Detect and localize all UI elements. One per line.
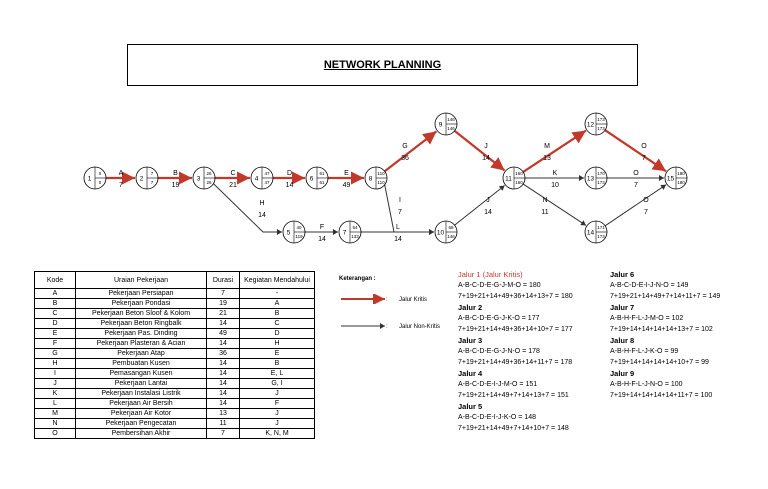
path-sum: 7+19+21+14+49+7+14+11+7 = 149 (610, 293, 721, 300)
edge-activity-label: I (399, 197, 401, 204)
node-latest: 173 (597, 234, 605, 239)
edge-activity-label: J (484, 143, 488, 150)
node-id: 2 (139, 175, 144, 183)
cell-kegiatan: D (240, 329, 315, 339)
edge-duration-label: 14 (285, 182, 294, 189)
edge-activity-label: O (643, 197, 649, 204)
edge-activity-label: D (286, 170, 293, 177)
node-5 (283, 221, 305, 243)
table-row (35, 399, 315, 409)
cell-durasi: 14 (207, 379, 240, 389)
cell-uraian: Pekerjaan Pondasi (76, 299, 207, 309)
table-row (35, 359, 315, 369)
edge-activity-label: O (641, 143, 647, 150)
cell-kegiatan: B (240, 359, 315, 369)
cell-kegiatan: E (240, 349, 315, 359)
cell-kegiatan: K, N, M (240, 429, 315, 439)
cell-kode: J (35, 379, 76, 389)
path-sequence: A-B-H-F-L-J-N-O = 100 (610, 381, 683, 388)
edge-12-15 (605, 130, 666, 171)
node-earliest: 61 (319, 171, 325, 176)
node-latest: 180 (677, 180, 685, 185)
cell-kegiatan: J (240, 389, 315, 399)
path-sequence: A-B-C-D-E-G-J-N-O = 178 (458, 348, 540, 355)
cell-durasi: 13 (207, 409, 240, 419)
path-sum: 7+19+21+14+49+36+14+13+7 = 180 (458, 293, 573, 300)
cell-kode: N (35, 419, 76, 429)
node-earliest: 146 (447, 117, 455, 122)
node-id: 13 (586, 175, 595, 183)
col-uraian: Uraian Pekerjaan (76, 272, 207, 289)
edge-11-14 (523, 184, 586, 225)
legend-critical-colon: : (386, 297, 388, 303)
legend-noncritical-label: Jalur Non-Kritis (399, 324, 441, 330)
node-earliest: 170 (597, 171, 605, 176)
path-sum: 7+19+21+14+49+7+14+10+7 = 148 (458, 425, 569, 432)
cell-kegiatan: H (240, 339, 315, 349)
path-title: Jalur 2 (458, 303, 483, 312)
cell-kegiatan: E, L (240, 369, 315, 379)
edge-activity-label: L (396, 224, 400, 231)
node-3 (193, 167, 215, 189)
edge-duration-label: 7 (644, 209, 648, 216)
table-row (35, 379, 315, 389)
edge-activity-label: F (319, 224, 325, 231)
node-latest: 173 (597, 180, 605, 185)
path-sequence: A-B-C-D-E-G-J-M-O = 180 (458, 282, 541, 289)
edge-8-10 (385, 185, 434, 232)
cell-uraian: Pekerjaan Plasteran & Acian (76, 339, 207, 349)
cell-uraian: Pekerjaan Pas. Dinding (76, 329, 207, 339)
node-earliest: 68 (448, 225, 454, 230)
path-title: Jalur 8 (610, 336, 635, 345)
node-id: 10 (436, 229, 445, 237)
col-kegiatan: Kegiatan Mendahului (240, 272, 315, 289)
edge-activity-label: N (542, 197, 548, 204)
node-4 (251, 167, 273, 189)
table-row (35, 419, 315, 429)
node-earliest: 171 (597, 225, 605, 230)
cell-uraian: Pekerjaan Atap (76, 349, 207, 359)
path-sequence: A-B-H-F-L-J-K-O = 99 (610, 348, 679, 355)
edge-duration-label: 11 (541, 209, 549, 216)
node-6 (306, 167, 328, 189)
cell-kode: K (35, 389, 76, 399)
node-latest: 110 (377, 180, 385, 185)
node-id: 3 (196, 175, 201, 183)
node-latest: 146 (447, 126, 455, 131)
node-earliest: 54 (352, 225, 358, 230)
cell-kegiatan: G, I (240, 379, 315, 389)
cell-kegiatan: - (240, 289, 315, 299)
node-id: 14 (586, 229, 595, 237)
cell-kode: L (35, 399, 76, 409)
node-7 (339, 221, 361, 243)
cell-uraian: Pembuatan Kusen (76, 359, 207, 369)
path-title: Jalur 1 (Jalur Kritis) (458, 270, 523, 279)
cell-durasi: 11 (207, 419, 240, 429)
cell-kegiatan: C (240, 319, 315, 329)
path-sequence: A-B-C-D-E-I-J-N-O = 149 (610, 282, 689, 289)
cell-uraian: Pekerjaan Air Kotor (76, 409, 207, 419)
cell-kode: G (35, 349, 76, 359)
edge-activity-label: B (173, 170, 178, 177)
path-title: Jalur 3 (458, 336, 483, 345)
cell-kode: F (35, 339, 76, 349)
paths-column-1 (458, 269, 573, 434)
node-12 (585, 113, 607, 135)
node-id: 8 (368, 175, 373, 183)
edge-activity-label: K (552, 170, 558, 177)
cell-durasi: 14 (207, 369, 240, 379)
table-row (35, 429, 315, 439)
node-id: 6 (309, 175, 314, 183)
node-id: 12 (586, 121, 595, 129)
edge-duration-label: 14 (394, 236, 402, 243)
node-id: 11 (505, 175, 512, 183)
cell-uraian: Pekerjaan Instalasi Listrik (76, 389, 207, 399)
cell-uraian: Pembersihan Akhir (76, 429, 207, 439)
node-earliest: 160 (515, 171, 523, 176)
edge-duration-label: 14 (318, 236, 326, 243)
col-durasi: Durasi (207, 272, 240, 289)
path-sum: 7+19+21+14+49+36+14+11+7 = 178 (458, 359, 573, 366)
legend-noncritical-colon: : (386, 324, 388, 330)
node-earliest: 0 (98, 171, 102, 176)
legend-title: Keterangan : (339, 276, 376, 282)
path-title: Jalur 5 (458, 402, 483, 411)
node-earliest: 173 (597, 117, 605, 122)
node-id: 9 (438, 121, 443, 129)
node-id: 4 (254, 175, 259, 183)
edge-duration-label: 14 (482, 155, 490, 162)
cell-durasi: 49 (207, 329, 240, 339)
edge-duration-label: 7 (634, 182, 638, 189)
edge-activity-label: O (633, 170, 639, 177)
node-latest: 26 (206, 180, 212, 185)
cell-kegiatan: J (240, 419, 315, 429)
edge-activity-label: C (230, 170, 236, 177)
path-sequence: A-B-H-F-L-J-M-O = 102 (610, 315, 684, 322)
cell-durasi: 14 (207, 339, 240, 349)
path-sequence: A-B-C-D-E-I-J-K-O = 148 (458, 414, 536, 421)
node-id: 7 (342, 229, 347, 237)
node-earliest: 180 (677, 171, 685, 176)
path-sequence: A-B-C-D-E-I-J-M-O = 151 (458, 381, 538, 388)
edge-activity-label: M (544, 143, 550, 150)
edge-14-15 (605, 185, 666, 226)
cell-kode: H (35, 359, 76, 369)
path-title: Jalur 7 (610, 303, 635, 312)
edge-duration-label: 14 (484, 209, 492, 216)
node-earliest: 26 (206, 171, 212, 176)
table-header-row (35, 272, 315, 289)
node-latest: 0 (98, 180, 102, 185)
work-table (34, 271, 315, 439)
node-11 (503, 167, 525, 189)
node-id: 15 (666, 175, 675, 183)
table-row (35, 329, 315, 339)
cell-uraian: Pekerjaan Beton Ringbalk (76, 319, 207, 329)
path-title: Jalur 9 (610, 369, 635, 378)
edge-activity-label: A (118, 170, 124, 177)
node-id: 1 (87, 175, 92, 183)
table-row (35, 389, 315, 399)
cell-durasi: 19 (207, 299, 240, 309)
cell-kode: B (35, 299, 76, 309)
edge-activity-label: J (486, 197, 490, 204)
cell-uraian: Pekerjaan Persiapan (76, 289, 207, 299)
node-15 (665, 167, 687, 189)
edge-duration-label: 19 (171, 182, 180, 189)
legend-noncritical-arrow (339, 321, 389, 331)
cell-kode: E (35, 329, 76, 339)
cell-kegiatan: J (240, 409, 315, 419)
table-row (35, 289, 315, 299)
node-10 (435, 221, 457, 243)
path-sum: 7+19+14+14+14+14+10+7 = 99 (610, 359, 709, 366)
col-kode: Kode (35, 272, 76, 289)
cell-durasi: 14 (207, 359, 240, 369)
table-row (35, 309, 315, 319)
cell-durasi: 7 (207, 429, 240, 439)
node-earliest: 40 (296, 225, 302, 230)
node-latest: 119 (295, 234, 303, 239)
cell-kegiatan: F (240, 399, 315, 409)
cell-durasi: 36 (207, 349, 240, 359)
edge-8-9 (385, 131, 437, 171)
path-title: Jalur 6 (610, 270, 635, 279)
edge-activity-label: G (402, 143, 408, 150)
node-8 (365, 167, 387, 189)
edge-11-12 (523, 131, 586, 172)
edge-duration-label: 49 (342, 182, 351, 189)
cell-kegiatan: B (240, 309, 315, 319)
edge-activity-label: H (259, 200, 265, 207)
cell-durasi: 14 (207, 389, 240, 399)
node-latest: 133 (351, 234, 359, 239)
edge-duration-label: 10 (551, 182, 559, 189)
edge-duration-label: 7 (119, 182, 123, 189)
node-latest: 7 (150, 180, 154, 185)
node-latest: 61 (319, 180, 325, 185)
node-14 (585, 221, 607, 243)
edge-duration-label: 21 (229, 182, 237, 189)
table-row (35, 369, 315, 379)
node-latest: 146 (447, 234, 455, 239)
table-row (35, 339, 315, 349)
cell-kode: M (35, 409, 76, 419)
cell-kode: C (35, 309, 76, 319)
edge-duration-label: 7 (642, 155, 646, 162)
cell-uraian: Pemasangan Kusen (76, 369, 207, 379)
edge-3-5 (213, 184, 282, 232)
path-sum: 7+19+21+14+49+36+14+10+7 = 177 (458, 326, 573, 333)
cell-kode: I (35, 369, 76, 379)
node-id: 5 (286, 229, 291, 237)
cell-kegiatan: A (240, 299, 315, 309)
cell-kode: O (35, 429, 76, 439)
cell-uraian: Pekerjaan Pengecatan (76, 419, 207, 429)
cell-uraian: Pekerjaan Air Bersih (76, 399, 207, 409)
edge-duration-label: 14 (258, 212, 266, 219)
node-latest: 160 (515, 180, 523, 185)
edge-9-11 (455, 131, 505, 171)
table-row (35, 319, 315, 329)
page-title: NETWORK PLANNING (127, 44, 638, 86)
node-2 (136, 167, 158, 189)
path-sequence: A-B-C-D-E-G-J-K-O = 177 (458, 315, 540, 322)
path-title: Jalur 4 (458, 369, 483, 378)
node-earliest: 7 (150, 171, 154, 176)
cell-durasi: 7 (207, 289, 240, 299)
legend-critical-label: Jalur Kritis (399, 297, 428, 303)
table-row (35, 299, 315, 309)
node-earliest: 47 (264, 171, 270, 176)
node-9 (435, 113, 457, 135)
node-earliest: 110 (377, 171, 385, 176)
cell-kode: D (35, 319, 76, 329)
cell-uraian: Pekerjaan Lantai (76, 379, 207, 389)
edge-duration-label: 13 (543, 155, 551, 162)
cell-durasi: 21 (207, 309, 240, 319)
table-row (35, 349, 315, 359)
cell-uraian: Pekerjaan Beton Sloof & Kolom (76, 309, 207, 319)
node-1 (84, 167, 106, 189)
edge-10-11 (455, 185, 505, 225)
legend-critical-arrow (339, 294, 389, 304)
path-sum: 7+19+14+14+14+14+13+7 = 102 (610, 326, 713, 333)
node-13 (585, 167, 607, 189)
edge-activity-label: E (344, 170, 349, 177)
node-latest: 47 (264, 180, 270, 185)
cell-durasi: 14 (207, 319, 240, 329)
cell-kode: A (35, 289, 76, 299)
table-row (35, 409, 315, 419)
node-latest: 173 (597, 126, 605, 131)
paths-column-2 (610, 269, 720, 401)
edge-duration-label: 7 (398, 209, 402, 216)
path-sum: 7+19+21+14+49+7+14+13+7 = 151 (458, 392, 569, 399)
edge-duration-label: 36 (401, 155, 409, 162)
path-sum: 7+19+14+14+14+14+11+7 = 100 (610, 392, 713, 399)
cell-durasi: 14 (207, 399, 240, 409)
